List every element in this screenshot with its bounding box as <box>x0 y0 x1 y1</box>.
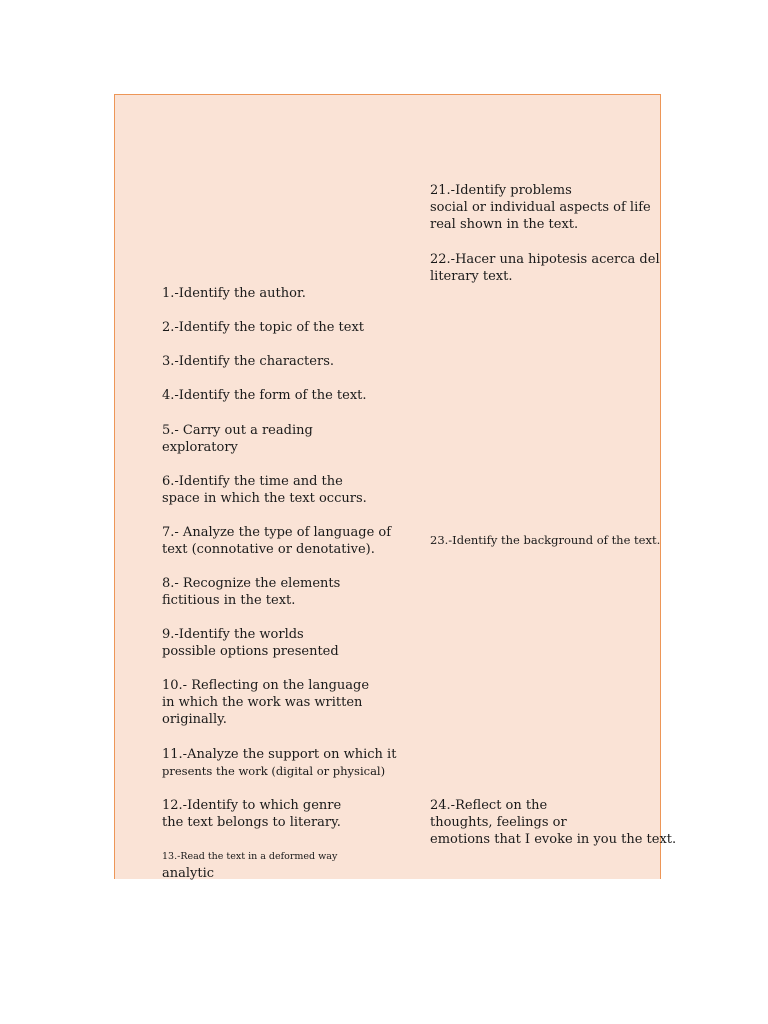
item-text: originally. <box>162 712 227 727</box>
list-item-11 <box>162 746 396 780</box>
item-text: 23.-Identify the background of the text. <box>430 533 661 547</box>
item-text: 24.-Reflect on the <box>430 798 548 813</box>
item-text: 2.-Identify the topic of the text <box>162 320 365 335</box>
list-item-21 <box>430 182 651 233</box>
item-text: the text belongs to literary. <box>162 815 341 830</box>
item-text: in which the work was written <box>162 695 363 710</box>
list-item-9 <box>162 626 339 660</box>
item-text: 13.-Read the text in a deformed way <box>162 851 338 862</box>
item-text: 11.-Analyze the support on which it <box>162 747 397 762</box>
list-item-4 <box>162 387 367 404</box>
item-text: 12.-Identify to which genre <box>162 798 342 813</box>
list-item-3 <box>162 353 334 370</box>
item-text: exploratory <box>162 440 238 455</box>
item-text: fictitious in the text. <box>162 593 296 608</box>
item-text: possible options presented <box>162 644 339 659</box>
item-text: 5.- Carry out a reading <box>162 423 313 438</box>
item-text: presents the work (digital or physical) <box>162 764 386 778</box>
list-item-22 <box>430 251 660 285</box>
list-item-2 <box>162 319 364 336</box>
item-text: real shown in the text. <box>430 217 579 232</box>
item-text: emotions that I evoke in you the text. <box>430 832 677 847</box>
item-text: 9.-Identify the worlds <box>162 627 304 642</box>
item-text: 22.-Hacer una hipotesis acerca del <box>430 252 660 267</box>
item-text: space in which the text occurs. <box>162 491 367 506</box>
list-item-8 <box>162 575 340 609</box>
item-text: thoughts, feelings or <box>430 815 567 830</box>
item-text: social or individual aspects of life <box>430 200 651 215</box>
list-item-10 <box>162 677 369 728</box>
item-text: 7.- Analyze the type of language of <box>162 525 392 540</box>
item-text: 10.- Reflecting on the language <box>162 678 370 693</box>
item-text: 8.- Recognize the elements <box>162 576 341 591</box>
list-item-24 <box>430 797 676 848</box>
item-text: 4.-Identify the form of the text. <box>162 388 367 403</box>
list-item-1 <box>162 285 306 302</box>
list-item-23 <box>430 532 660 549</box>
item-text: analytic <box>162 866 215 881</box>
item-text: 1.-Identify the author. <box>162 286 306 301</box>
item-text: 3.-Identify the characters. <box>162 354 334 369</box>
item-text: literary text. <box>430 269 513 284</box>
list-item-13 <box>162 848 337 882</box>
list-item-6 <box>162 473 367 507</box>
item-text: 21.-Identify problems <box>430 183 572 198</box>
list-item-7 <box>162 524 391 558</box>
item-text: text (connotative or denotative). <box>162 542 375 557</box>
list-item-12 <box>162 797 341 831</box>
list-item-5 <box>162 422 313 456</box>
item-text: 6.-Identify the time and the <box>162 474 343 489</box>
